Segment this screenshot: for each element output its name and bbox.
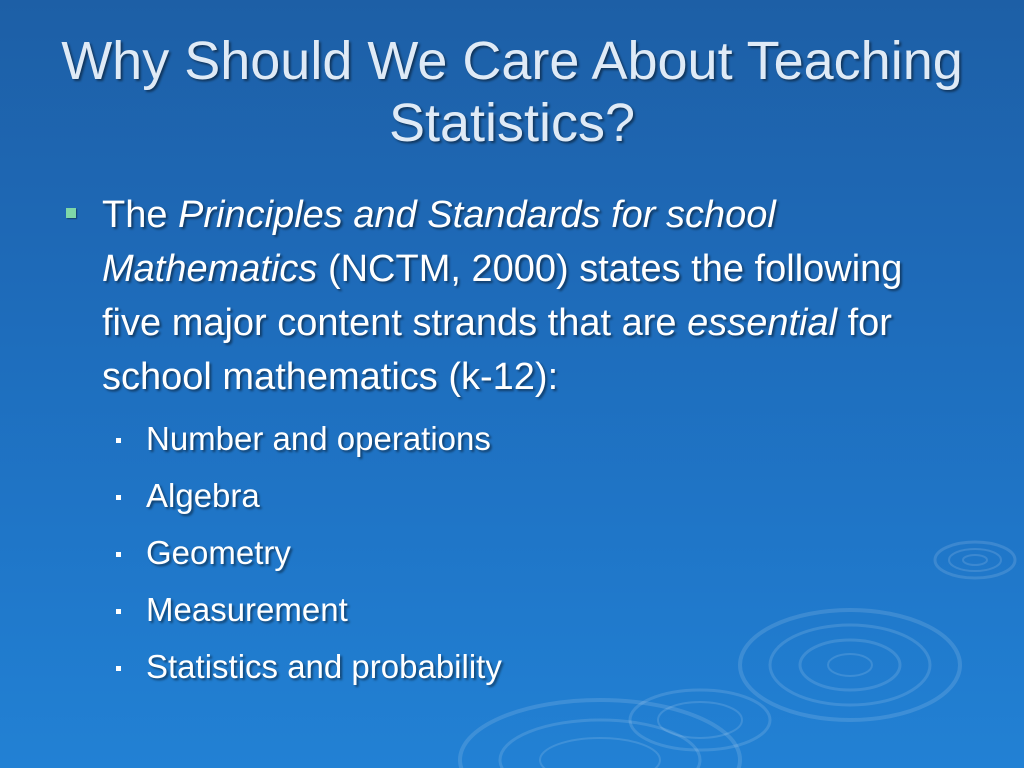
main-bullet-intro: The	[102, 194, 179, 236]
strand-label: Geometry	[146, 534, 291, 571]
list-item	[60, 638, 930, 695]
square-bullet-icon	[116, 495, 121, 500]
list-item	[60, 581, 930, 638]
principles-standards-title: Principles and Standards for school Mathematics	[102, 194, 776, 290]
essential-word: essential	[687, 302, 838, 344]
slide-title: Why Should We Care About Teaching Statistics?	[61, 31, 963, 153]
square-bullet-icon	[116, 666, 121, 671]
content-strands-list	[60, 410, 930, 695]
strand-label: Statistics and probability	[146, 648, 502, 685]
square-bullet-icon	[66, 208, 76, 218]
list-item	[60, 410, 930, 467]
square-bullet-icon	[116, 609, 121, 614]
strand-label: Measurement	[146, 591, 348, 628]
list-item	[60, 467, 930, 524]
slide-body	[60, 188, 930, 695]
list-item	[60, 524, 930, 581]
main-bullet-middle: (NCTM, 2000) states the following five major content strands that are	[102, 248, 903, 344]
square-bullet-icon	[116, 438, 121, 443]
main-bullet-end: for school mathematics (k-12):	[102, 302, 892, 398]
square-bullet-icon	[116, 552, 121, 557]
strand-label: Number and operations	[146, 420, 491, 457]
main-bullet	[60, 188, 930, 404]
strand-label: Algebra	[146, 477, 260, 514]
